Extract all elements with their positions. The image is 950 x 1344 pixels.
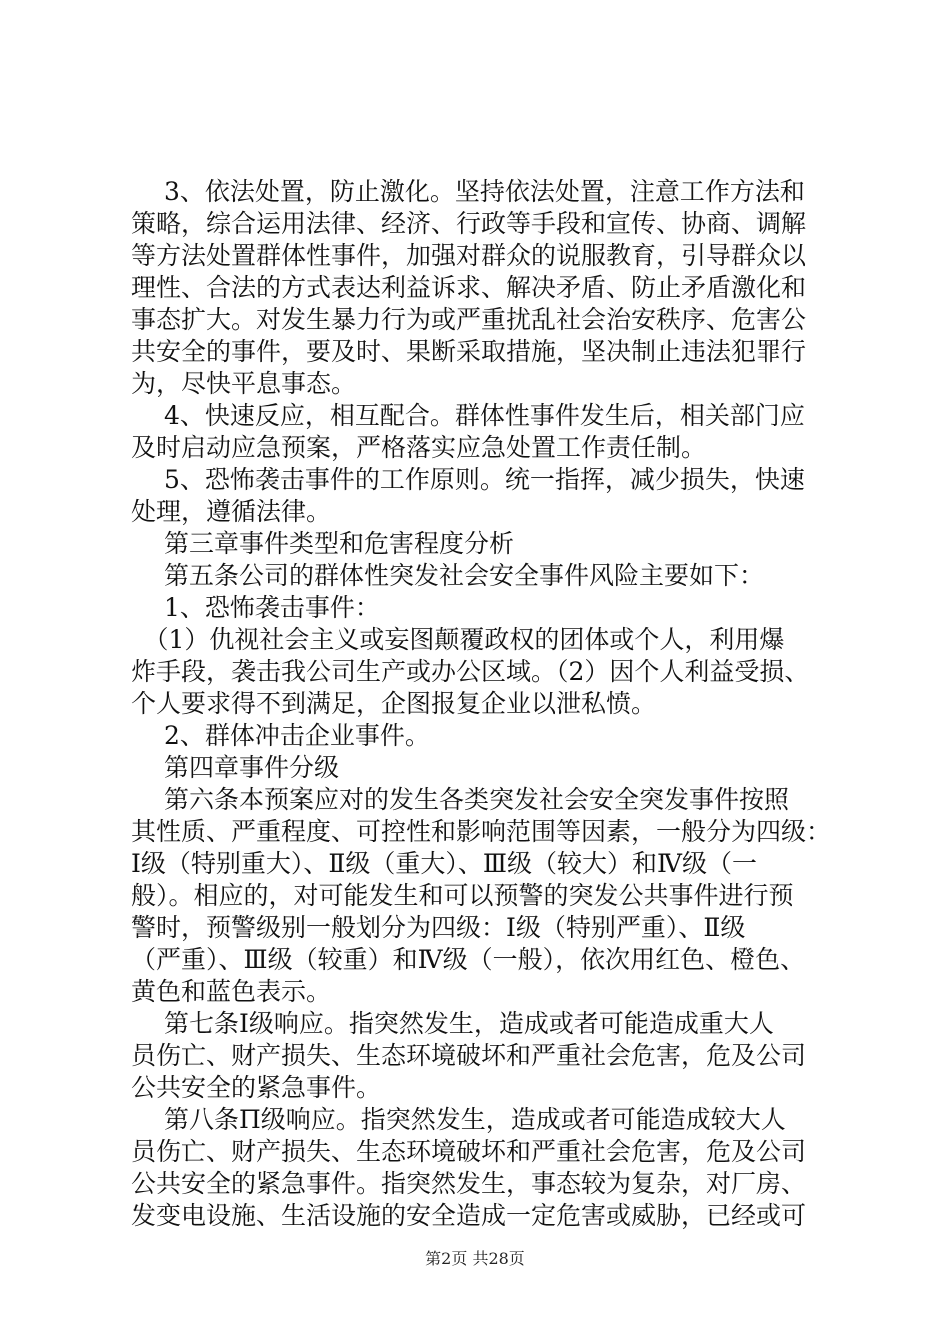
text-line: （1）仇视社会主义或妄图颠覆政权的团体或个人，利用爆 (131, 625, 785, 654)
text-line: Ⅰ级（特别重大）、Ⅱ级（重大）、Ⅲ级（较大）和Ⅳ级（一 (131, 849, 757, 878)
text-line: 3、依法处置，防止激化。坚持依法处置，注意工作方法和 (131, 177, 805, 206)
text-line: 员伤亡、财产损失、生态环境破坏和严重社会危害，危及公司 (131, 1041, 807, 1070)
text-line: 般）。相应的，对可能发生和可以预警的突发公共事件进行预 (131, 881, 794, 910)
text-line: 员伤亡、财产损失、生态环境破坏和严重社会危害，危及公司 (131, 1137, 807, 1166)
text-line: 2、群体冲击企业事件。 (131, 721, 430, 750)
text-line: 公共安全的紧急事件。指突然发生，事态较为复杂，对厂房、 (131, 1169, 807, 1198)
page-footer: 第2页 共28页 (425, 1249, 525, 1268)
text-line: 共安全的事件，要及时、果断采取措施，坚决制止违法犯罪行 (131, 337, 807, 366)
text-line: 5、恐怖袭击事件的工作原则。统一指挥，减少损失，快速 (131, 465, 805, 494)
text-line: 个人要求得不到满足，企图报复企业以泄私愤。 (131, 689, 657, 718)
text-line: 为，尽快平息事态。 (131, 369, 357, 398)
document-body (131, 176, 831, 1232)
text-line: 第六条本预案应对的发生各类突发社会安全突发事件按照 (131, 785, 789, 814)
text-line: 处理，遵循法律。 (131, 497, 332, 526)
text-line: 第七条Ⅰ级响应。指突然发生，造成或者可能造成重大人 (131, 1009, 774, 1038)
text-line: 黄色和蓝色表示。 (131, 977, 332, 1006)
text-line: 等方法处置群体性事件，加强对群众的说服教育，引导群众以 (131, 241, 807, 270)
text-line: 公共安全的紧急事件。 (131, 1073, 382, 1102)
text-line: 事态扩大。对发生暴力行为或严重扰乱社会治安秩序、危害公 (131, 305, 807, 334)
text-line: 及时启动应急预案，严格落实应急处置工作责任制。 (131, 433, 707, 462)
text-line: 理性、合法的方式表达利益诉求、解决矛盾、防止矛盾激化和 (131, 273, 807, 302)
text-line: 发变电设施、生活设施的安全造成一定危害或威胁，已经或可 (131, 1201, 807, 1230)
text-line: 1、恐怖袭击事件： (131, 593, 380, 622)
text-line: 第三章事件类型和危害程度分析 (131, 529, 514, 558)
text-line: 第四章事件分级 (131, 753, 339, 782)
text-line: 策略，综合运用法律、经济、行政等手段和宣传、协商、调解 (131, 209, 807, 238)
text-line: 4、快速反应，相互配合。群体性事件发生后，相关部门应 (131, 401, 805, 430)
text-line: 其性质、严重程度、可控性和影响范围等因素，一般分为四级： (131, 817, 832, 846)
text-line: （严重）、Ⅲ级（较重）和Ⅳ级（一般），依次用红色、橙色、 (131, 945, 806, 974)
text-line: 炸手段，袭击我公司生产或办公区域。（2）因个人利益受损、 (131, 657, 810, 686)
text-line: 第五条公司的群体性突发社会安全事件风险主要如下： (131, 561, 764, 590)
text-line: 警时，预警级别一般划分为四级：Ⅰ级（特别严重）、Ⅱ级 (131, 913, 746, 942)
text-line: 第八条Π级响应。指突然发生，造成或者可能造成较大人 (131, 1105, 786, 1134)
